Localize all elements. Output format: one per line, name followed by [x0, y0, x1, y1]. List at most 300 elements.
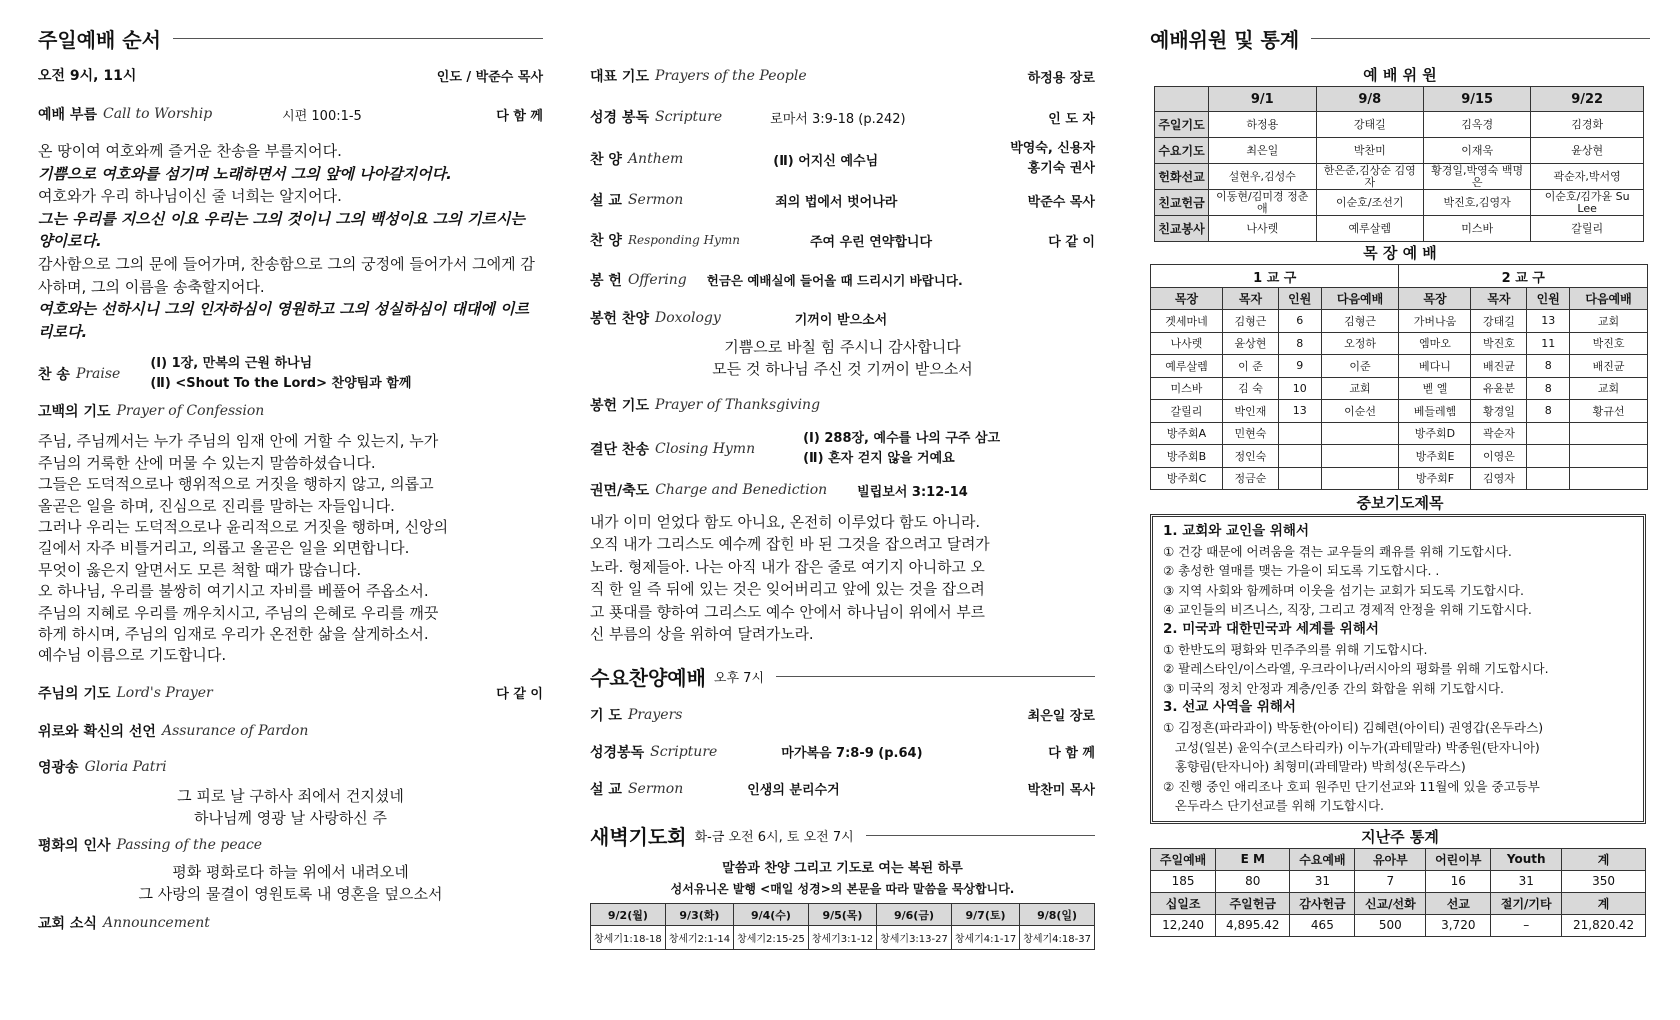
item-title: 기꺼이 받으소서: [794, 312, 888, 328]
item-en: Prayer of Confession: [116, 403, 265, 420]
peace-lyrics: [38, 861, 543, 905]
item-who: 다 함 께: [1048, 746, 1095, 762]
wednesday-item: [590, 696, 1095, 733]
pastoral-cell: 베들레헴: [1399, 400, 1471, 423]
reading-line: 기쁨으로 여호와를 섬기며 노래하면서 그의 앞에 나아갈지어다.: [38, 164, 452, 183]
item-en: Passing of the peace: [116, 836, 263, 853]
stats-header: 십일조: [1151, 892, 1216, 914]
worship-role: 헌화선교: [1155, 164, 1209, 190]
pastoral-cell: 8: [1527, 355, 1570, 378]
section-title: 주일예배 순서: [38, 27, 161, 52]
item-en: Lord's Prayer: [116, 684, 213, 701]
intercession-heading: 2. 미국과 대한민국과 세계를 위해서: [1163, 620, 1379, 637]
praise-hymns: [150, 354, 411, 394]
reading-line: 온 땅이여 여호와께 즐거운 찬송을 부를지어다.: [38, 142, 342, 160]
worship-cell: 최은일: [1209, 138, 1317, 164]
confession-line: 무엇이 옳은지 알면서도 모른 척할 때가 많습니다.: [38, 560, 362, 579]
doxology-lyrics: [590, 336, 1095, 380]
pastoral-cell: [1278, 467, 1321, 490]
lyric-line: 그 사랑의 물결이 영원토록 내 영혼을 덮으소서: [138, 884, 443, 903]
hymn-line: (Ⅱ) 혼자 걷지 않을 거예요: [803, 451, 955, 466]
confession-line: 주님의 지혜로 우리를 깨우치시고, 주님의 은혜로 우리를 깨끗: [38, 603, 439, 622]
pastoral-cell: [1321, 422, 1399, 445]
dawn-ref: 창세기2:1-14: [665, 926, 733, 950]
confession-line: 길에서 자주 비틀거리고, 의롭고 올곧은 일을 외면합니다.: [38, 539, 410, 558]
dawn-date-row: [591, 904, 1095, 926]
reading-line: 그는 우리를 지으신 이요 우리는 그의 것이니 그의 백성이요 그의 기르시는 양이로다.: [38, 209, 525, 251]
pastoral-cell: 10: [1278, 377, 1321, 400]
pastoral-cell: 정금순: [1223, 467, 1279, 490]
anthem-row: [590, 138, 1095, 180]
stats-header: 수요예배: [1290, 848, 1355, 870]
item-who: 박찬미 목사: [1027, 783, 1095, 799]
worship-cell: 박찬미: [1316, 138, 1423, 164]
confession-line: 주님, 주님께서는 누가 주님의 임재 안에 거할 수 있는지, 누가: [38, 432, 439, 451]
confession-line: 주님의 거룩한 산에 머물 수 있는지 말씀하셨습니다.: [38, 453, 376, 472]
pastoral-cell: 9: [1278, 355, 1321, 378]
pastoral-cell: 13: [1527, 310, 1570, 333]
item-who: 인 도 자: [1048, 111, 1095, 127]
stats-value: 21,820.42: [1562, 914, 1646, 936]
item-title: (Ⅱ) 어지신 예수님: [773, 153, 879, 169]
benediction-text: [590, 512, 1095, 646]
order-of-worship-column: [38, 0, 543, 941]
responding-hymn-row: [590, 220, 1095, 260]
item-en: Gloria Patri: [84, 758, 167, 775]
item-title: 죄의 법에서 벗어나라: [775, 194, 898, 210]
lords-prayer-row: [38, 673, 543, 713]
stats-value-row: [1151, 870, 1646, 892]
anthem-performers: [1010, 139, 1095, 179]
benediction-row: [590, 472, 1095, 508]
item-kr: 대표 기도: [590, 69, 649, 85]
item-kr: 고백의 기도: [38, 404, 111, 421]
pastoral-cell: [1527, 467, 1570, 490]
pastoral-row: [1151, 310, 1648, 333]
stats-value: –: [1491, 914, 1562, 936]
worship-row: [1155, 138, 1644, 164]
worship-cell: 이동현/김미경 정춘애: [1209, 190, 1317, 216]
wednesday-header: [590, 658, 1095, 694]
item-en: Call to Worship: [102, 106, 213, 122]
worship-row: [1155, 112, 1644, 138]
dawn-date: 9/7(토): [951, 904, 1019, 926]
intercession-item: ③ 지역 사회와 함께하며 이웃을 섬기는 교회가 되도록 기도합시다.: [1163, 582, 1524, 598]
worship-date: 9/15: [1423, 87, 1530, 112]
item-who: 홍기숙 권사: [1027, 161, 1095, 176]
item-kr: 교회 소식: [38, 915, 97, 932]
item-en: Scripture: [650, 743, 718, 760]
item-ref: 마가복음 7:8-9 (p.64): [781, 746, 923, 762]
worship-date-row: [1155, 87, 1644, 112]
pastoral-cell: 강태길: [1471, 310, 1527, 333]
item-en: Sermon: [627, 192, 684, 208]
worship-cell: 이순호/조선기: [1316, 190, 1423, 216]
worship-cell: 미스바: [1423, 216, 1530, 242]
lyric-line: 모든 것 하나님 주신 것 기꺼이 받으소서: [712, 360, 973, 378]
item-ref: 시편 100:1-5: [282, 108, 362, 124]
pastoral-cell: 김형근: [1321, 310, 1399, 333]
pastoral-col: 다음예배: [1321, 288, 1399, 310]
pastoral-col: 인원: [1278, 288, 1321, 310]
wednesday-order: [590, 696, 1095, 807]
dawn-date: 9/5(목): [808, 904, 876, 926]
item-en: Prayers: [627, 706, 683, 723]
stats-value-row: [1151, 914, 1646, 936]
header-rule: [1311, 38, 1650, 39]
item-kr: 주님의 기도: [38, 685, 111, 702]
header-rule: [866, 835, 1095, 836]
stats-value: 500: [1355, 914, 1426, 936]
worship-cell: 황경일,박영숙 백명은: [1423, 164, 1530, 190]
pastoral-cell: 민현숙: [1223, 422, 1279, 445]
pastoral-cell: [1278, 422, 1321, 445]
pastoral-cell: 박진호: [1471, 332, 1527, 355]
thanksgiving-row: [590, 384, 1095, 426]
intercession-item: ① 한반도의 평화와 민주주의를 위해 기도합시다.: [1163, 641, 1428, 657]
worship-cell: 이순호/김가윤 Su Lee: [1531, 190, 1644, 216]
pastoral-col: 목자: [1223, 288, 1279, 310]
item-kr: 기 도: [590, 707, 622, 724]
stats-header: E M: [1216, 848, 1290, 870]
stats-header: 절기/기타: [1491, 892, 1562, 914]
pastoral-cell: 8: [1527, 377, 1570, 400]
worship-cell: 하정용: [1209, 112, 1317, 138]
item-kr: 찬 양: [590, 152, 622, 168]
pastoral-cell: [1570, 467, 1648, 490]
stats-value: 12,240: [1151, 914, 1216, 936]
intercession-item: 홍향림(탄자니아) 최형미(과테말라) 박희성(온두라스): [1163, 759, 1466, 775]
scripture-row: [590, 96, 1095, 138]
pastoral-col: 목장: [1151, 288, 1223, 310]
stats-value: 350: [1562, 870, 1646, 892]
committee-stats-column: [1150, 0, 1650, 937]
worship-date: 9/8: [1316, 87, 1423, 112]
reading-line: 감사함으로 그의 문에 들어가며, 찬송함으로 그의 궁정에 들어가서 그에게 감사하며, 그의 이름을 송축할지어다.: [38, 254, 535, 296]
pastoral-cell: 윤상현: [1223, 332, 1279, 355]
item-en: Prayer of Thanksgiving: [654, 397, 821, 413]
pastoral-cell: 박인재: [1223, 400, 1279, 423]
pastoral-cell: 교회: [1570, 377, 1648, 400]
item-kr: 성경 봉독: [590, 110, 649, 126]
worship-row: [1155, 164, 1644, 190]
pastoral-cell: 김영자: [1471, 467, 1527, 490]
stats-value: 31: [1491, 870, 1562, 892]
stats-value: 185: [1151, 870, 1216, 892]
intercession-item: ② 팔레스타인/이스라엘, 우크라이나/러시아의 평화를 위해 기도합시다.: [1163, 661, 1549, 677]
pastoral-cell: 김형근: [1223, 310, 1279, 333]
pastoral-cell: 방주회C: [1151, 467, 1223, 490]
dawn-ref: 창세기2:15-25: [734, 926, 809, 950]
item-who: 다 같 이: [1048, 234, 1095, 250]
pastoral-cell: 방주회D: [1399, 422, 1471, 445]
item-ref: 인생의 분리수거: [747, 783, 840, 799]
pastoral-cell: 박진호: [1570, 332, 1648, 355]
stats-value: 80: [1216, 870, 1290, 892]
order-continued-column: [590, 56, 1095, 950]
pastoral-row: [1151, 445, 1648, 468]
dawn-date: 9/3(화): [665, 904, 733, 926]
pastoral-cell: 나사렛: [1151, 332, 1223, 355]
benediction-line: 내가 이미 얻었다 함도 아니요, 온전히 이루었다 함도 아니라.: [590, 514, 981, 531]
dawn-date: 9/8(일): [1020, 904, 1095, 926]
dawn-schedule-table: [590, 903, 1095, 950]
worship-cell: 이재욱: [1423, 138, 1530, 164]
confession-line: 그들은 도덕적으로나 행위적으로 거짓을 행하지 않고, 의롭고: [38, 475, 434, 494]
worship-cell: 갈릴리: [1531, 216, 1644, 242]
pastoral-cell: [1278, 445, 1321, 468]
service-time-row: [38, 56, 543, 94]
praise-row: [38, 351, 543, 397]
pastoral-col: 목자: [1471, 288, 1527, 310]
stats-header: 선교: [1426, 892, 1491, 914]
intercession-item: ② 총성한 열매를 맺는 가을이 되도록 기도합시다. .: [1163, 563, 1440, 579]
item-en: Prayers of the People: [654, 68, 807, 84]
pastoral-cell: 8: [1527, 400, 1570, 423]
praise-line: (Ⅱ) <Shout To the Lord> 찬양팀과 함께: [150, 376, 412, 392]
pastoral-row: [1151, 467, 1648, 490]
representative-prayer-row: [590, 56, 1095, 96]
worship-cell: 예루살렘: [1316, 216, 1423, 242]
intercession-heading: 1. 교회와 교인을 위해서: [1163, 523, 1309, 539]
lyric-line: 평화 평화로다 하늘 위에서 내려오네: [172, 862, 409, 881]
item-kr: 봉헌 기도: [590, 398, 649, 414]
worship-committee-title: 예 배 위 원: [1363, 66, 1437, 84]
header-rule: [173, 38, 543, 39]
stats-table: [1150, 848, 1646, 937]
worship-cell: 김경화: [1531, 112, 1644, 138]
wednesday-title: 수요찬양예배: [590, 665, 706, 690]
benediction-line: 노라. 형제들아. 나는 아직 내가 잡은 줄로 여기지 아니하고 오: [590, 558, 985, 576]
dawn-date: 9/4(수): [734, 904, 809, 926]
item-en: Offering: [627, 272, 687, 288]
intercession-item: 고성(일본) 윤익수(코스타리카) 이누가(과테말라) 박종원(탄자니아): [1163, 739, 1540, 755]
worship-date: 9/22: [1531, 87, 1644, 112]
sermon-row: [590, 180, 1095, 220]
stats-header-row: [1151, 848, 1646, 870]
item-en: Anthem: [627, 151, 684, 167]
item-en: Announcement: [102, 914, 210, 931]
confession-line: 예수님 이름으로 기도합니다.: [38, 646, 227, 665]
pastoral-cell: 8: [1278, 332, 1321, 355]
responsive-reading: [38, 140, 543, 343]
intercession-item: ① 건강 때문에 어려움을 겪는 교우들의 쾌유를 위해 기도합시다.: [1163, 543, 1512, 559]
stats-value: 31: [1290, 870, 1355, 892]
closing-hymn-row: [590, 426, 1095, 472]
worship-cell: 나사렛: [1209, 216, 1317, 242]
lyric-line: 하나님께 영광 날 사랑하신 주: [194, 808, 387, 827]
worship-cell: 한은준,김상순 김영자: [1316, 164, 1423, 190]
stats-header: 주일헌금: [1216, 892, 1290, 914]
stats-header: 어린이부: [1426, 848, 1491, 870]
stats-value: 4,895.42: [1216, 914, 1290, 936]
wednesday-time: 오후 7시: [713, 670, 764, 686]
item-en: Charge and Benediction: [655, 482, 828, 498]
district-row: [1151, 265, 1648, 288]
benediction-line: 오직 내가 그리스도 예수께 잡힌 바 된 그것을 잡으려고 달려가: [590, 536, 990, 554]
pastoral-cell: [1570, 445, 1648, 468]
pastoral-cell: 황규선: [1570, 400, 1648, 423]
item-who: 최은일 장로: [1027, 709, 1095, 725]
pastoral-cell: 예루살렘: [1151, 355, 1223, 378]
item-kr: 설 교: [590, 781, 622, 798]
pastoral-cell: 겟세마네: [1151, 310, 1223, 333]
district-2: 2 교 구: [1399, 265, 1648, 288]
gloria-lyrics: [38, 785, 543, 829]
worship-row: [1155, 216, 1644, 242]
item-kr: 예배 부름: [38, 107, 97, 123]
pastoral-cell: 가버나움: [1399, 310, 1471, 333]
worship-row: [1155, 190, 1644, 216]
pastoral-cell: 베다니: [1399, 355, 1471, 378]
pastoral-groups-table: [1150, 264, 1648, 490]
stats-value: 465: [1290, 914, 1355, 936]
worship-committee-table: [1154, 86, 1644, 242]
item-kr: 봉 헌: [590, 273, 622, 289]
pastoral-row: [1151, 355, 1648, 378]
item-kr: 결단 찬송: [590, 442, 649, 458]
item-en: Assurance of Pardon: [161, 722, 309, 739]
pastoral-cell: 11: [1527, 332, 1570, 355]
pastoral-cell: 이순선: [1321, 400, 1399, 423]
item-en: Responding Hymn: [627, 233, 740, 247]
stats-header: 유아부: [1355, 848, 1426, 870]
item-who: 박준수 목사: [1027, 194, 1095, 210]
gloria-row: [38, 749, 543, 785]
pastoral-col: 인원: [1527, 288, 1570, 310]
corner-cell: [1155, 87, 1209, 112]
reading-line: 여호와는 선하시니 그의 인자하심이 영원하고 그의 성실하심이 대대에 이르리로다.: [38, 300, 529, 341]
pastoral-cell: 이영은: [1471, 445, 1527, 468]
dawn-ref: 창세기3:1-12: [808, 926, 876, 950]
closing-hymns: [803, 429, 1000, 469]
pastoral-title: 목 장 예 배: [1363, 244, 1437, 262]
pastoral-cell: 6: [1278, 310, 1321, 333]
dawn-description: [590, 859, 1095, 899]
dawn-time: 화-금 오전 6시, 토 오전 7시: [694, 829, 854, 845]
wednesday-item: [590, 733, 1095, 770]
worship-cell: 강태길: [1316, 112, 1423, 138]
dawn-header: [590, 817, 1095, 853]
item-kr: 봉헌 찬양: [590, 311, 649, 327]
call-to-worship-row: [38, 94, 543, 134]
worship-role: 주일기도: [1155, 112, 1209, 138]
worship-cell: 곽순자,박서영: [1531, 164, 1644, 190]
stats-title: 지난주 통계: [1361, 827, 1439, 846]
item-kr: 성경봉독: [590, 744, 645, 761]
item-en: Doxology: [654, 310, 721, 326]
pastoral-col: 다음예배: [1570, 288, 1648, 310]
pastoral-cell: 김 숙: [1223, 377, 1279, 400]
item-kr: 영광송: [38, 759, 79, 776]
worship-cell: 김옥경: [1423, 112, 1530, 138]
worship-cell: 박진호,김영자: [1423, 190, 1530, 216]
pastoral-cell: 이 준: [1223, 355, 1279, 378]
pastoral-cell: 곽순자: [1471, 422, 1527, 445]
item-kr: 평화의 인사: [38, 837, 111, 854]
item-kr: 위로와 확신의 선언: [38, 723, 156, 740]
reading-line: 여호와가 우리 하나님이신 줄 너희는 알지어다.: [38, 187, 342, 206]
item-title: 주여 우린 연약합니다: [809, 234, 933, 250]
worship-role: 수요기도: [1155, 138, 1209, 164]
dawn-ref-row: [591, 926, 1095, 950]
pastoral-cell: [1321, 445, 1399, 468]
stats-value: 16: [1426, 870, 1491, 892]
pastoral-cell: 유윤분: [1471, 377, 1527, 400]
pastoral-cell: [1570, 422, 1648, 445]
pastoral-row: [1151, 422, 1648, 445]
confession-row: [38, 397, 543, 425]
praise-line: (Ⅰ) 1장, 만복의 근원 하나님: [150, 356, 313, 372]
announcement-row: [38, 905, 543, 941]
stats-value: 7: [1355, 870, 1426, 892]
item-who: 다 같 이: [496, 687, 543, 703]
wednesday-item: [590, 770, 1095, 807]
stats-header: 감사헌금: [1290, 892, 1355, 914]
pastoral-cell: 교회: [1321, 377, 1399, 400]
pastoral-row: [1151, 377, 1648, 400]
intercession-item: 온두라스 단기선교를 위해 기도합시다.: [1163, 798, 1385, 814]
stats-value: 3,720: [1426, 914, 1491, 936]
item-ref: 로마서 3:9-18 (p.242): [770, 111, 906, 127]
district-1: 1 교 구: [1151, 265, 1399, 288]
intercession-heading: 3. 선교 사역을 위해서: [1163, 699, 1296, 716]
confession-line: 올곧은 일을 하며, 진심으로 진리를 말하는 자들입니다.: [38, 496, 395, 515]
benediction-line: 직 한 일 즉 뒤에 있는 것은 잊어버리고 앞에 있는 것을 잡으려: [590, 581, 985, 599]
worship-role: 친교헌금: [1155, 190, 1209, 216]
item-en: Praise: [75, 366, 121, 383]
intercession-box: [1150, 514, 1646, 824]
pastoral-cell: 정인숙: [1223, 445, 1279, 468]
pastoral-cell: 배진균: [1570, 355, 1648, 378]
header-rule: [776, 676, 1095, 677]
confession-line: 하게 하시며, 주님의 임재로 우리가 온전한 삶을 살게하소서.: [38, 625, 429, 643]
intercession-item: ④ 교인들의 비즈니스, 직장, 그리고 경제적 안정을 위해 기도합시다.: [1163, 602, 1532, 618]
item-who: 하정용 장로: [1027, 70, 1095, 86]
worship-date: 9/1: [1209, 87, 1317, 112]
dawn-ref: 창세기3:13-27: [877, 926, 952, 950]
worship-cell: 설현우,김성수: [1209, 164, 1317, 190]
pastoral-cell: 이준: [1321, 355, 1399, 378]
item-kr: 찬 양: [590, 233, 622, 249]
pastoral-cell: 미스바: [1151, 377, 1223, 400]
doxology-row: [590, 300, 1095, 336]
intercession-title: 중보기도제목: [1356, 494, 1444, 512]
item-en: Sermon: [627, 780, 684, 797]
pastoral-cell: 방주회E: [1399, 445, 1471, 468]
confession-line: 그러나 우리는 도덕적으로나 윤리적으로 거짓을 행하며, 신앙의: [38, 517, 449, 536]
worship-role: 친교봉사: [1155, 216, 1209, 242]
intercession-item: ① 김정흔(파라과이) 박동한(아이티) 김혜련(아이티) 권영갑(온두라스): [1163, 719, 1544, 735]
offering-note: 헌금은 예배실에 들어올 때 드리시기 바랍니다.: [706, 273, 963, 288]
pastoral-cell: 방주회A: [1151, 422, 1223, 445]
item-kr: 찬 송: [38, 367, 70, 384]
pastoral-cell: [1321, 467, 1399, 490]
intercession-item: ② 진행 중인 애리조나 호피 원주민 단기선교와 11월에 있을 중고등부: [1163, 778, 1540, 794]
dawn-line: 성서유니온 발행 <매일 성경>의 본문을 따라 말씀을 묵상합니다.: [670, 882, 1015, 897]
item-kr: 설 교: [590, 193, 622, 209]
pastoral-cell: 방주회F: [1399, 467, 1471, 490]
lyric-line: 기쁨으로 바칠 힘 주시니 감사합니다: [724, 338, 961, 356]
pastoral-cell: 13: [1278, 400, 1321, 423]
section-title: 예배위원 및 통계: [1150, 27, 1300, 52]
pastoral-cell: [1527, 422, 1570, 445]
pastoral-cell: [1527, 445, 1570, 468]
worship-cell: 윤상현: [1531, 138, 1644, 164]
section-header: [1150, 20, 1650, 56]
stats-header: 계: [1562, 892, 1646, 914]
dawn-ref: 창세기4:18-37: [1020, 926, 1095, 950]
